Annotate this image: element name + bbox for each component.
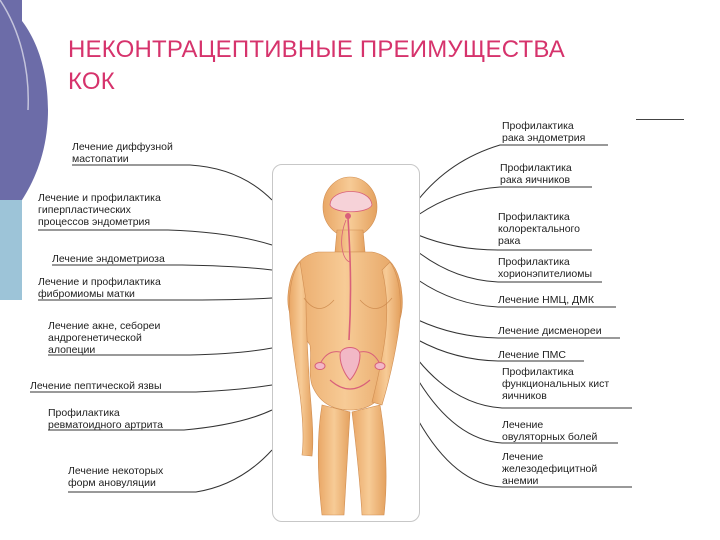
label-ovulatory-pain: Лечение овуляторных болей [502,419,598,443]
label-colorectal-cancer-prevention: Профилактика колоректального рака [498,211,581,247]
label-choriocarcinoma-prevention: Профилактика хорионэпителиомы [498,256,593,280]
label-ovarian-cancer-prevention: Профилактика рака яичников [500,162,572,186]
label-endometrial-cancer-prevention: Профилактика рака эндометрия [502,120,586,144]
label-pms: Лечение ПМС [498,349,566,361]
label-peptic-ulcer: Лечение пептической язвы [30,380,162,392]
label-mastopathy: Лечение диффузной мастопатии [72,141,173,165]
label-endometriosis: Лечение эндометриоза [52,253,165,265]
label-anovulation: Лечение некоторых форм ановуляции [68,465,164,489]
label-rheumatoid-arthritis: Профилактика ревматоидного артрита [48,407,163,431]
title-line-2: КОК [68,68,115,95]
label-dysmenorrhea: Лечение дисменореи [498,325,602,337]
label-nmc-dmk: Лечение НМЦ, ДМК [498,294,595,306]
label-uterine-fibroids: Лечение и профилактика фибромиомы матки [38,276,161,300]
label-endometrial-hyperplasia: Лечение и профилактика гиперпластических процессов эндометрия [38,192,161,228]
title-line-1: НЕКОНТРАЦЕПТИВНЫЕ ПРЕИМУЩЕСТВА [68,36,565,63]
label-iron-deficiency-anemia: Лечение железодефицитной анемии [502,451,598,487]
label-functional-ovarian-cysts: Профилактика функциональных кист яичников [502,366,610,402]
label-acne-seborrhea: Лечение акне, себореи андрогенетической алопеции [48,320,161,356]
